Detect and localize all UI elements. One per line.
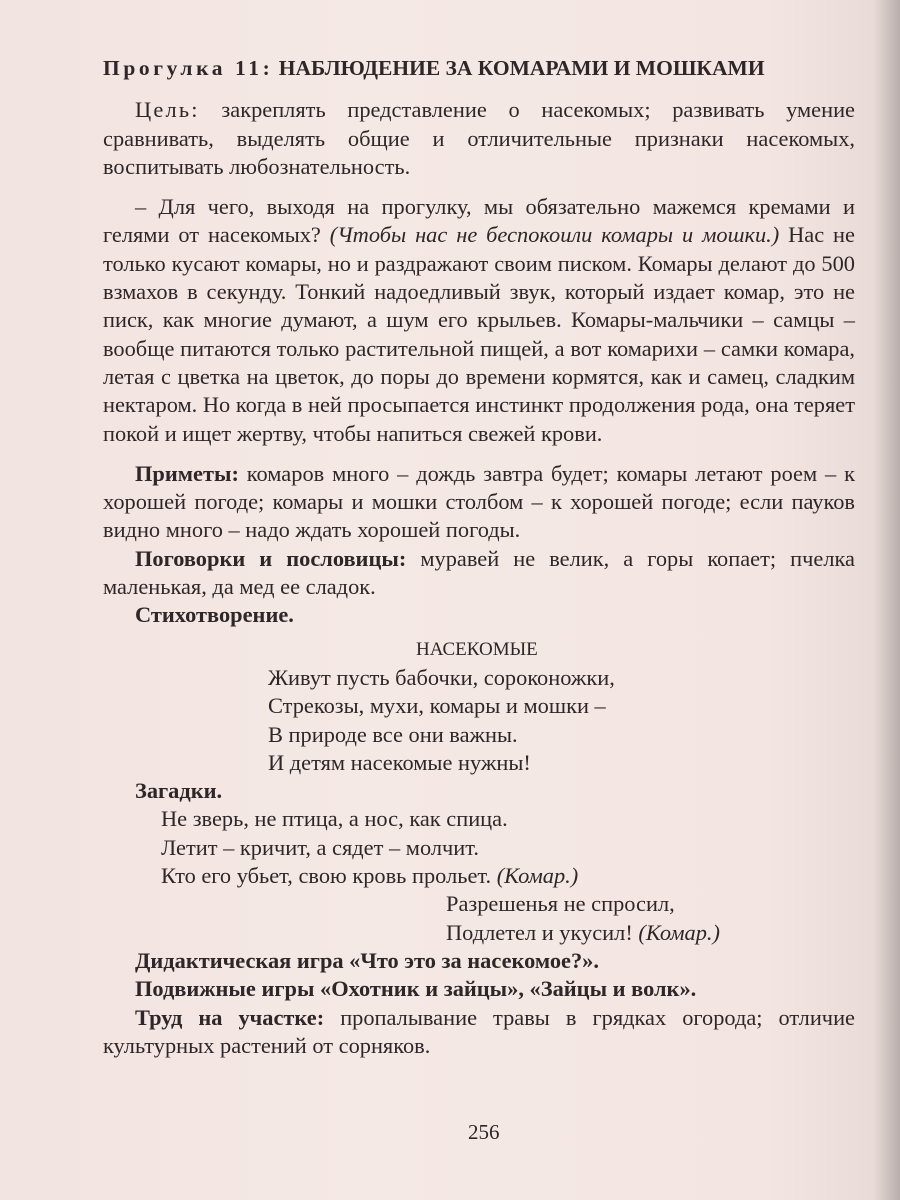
page-content	[103, 54, 855, 1060]
page-title	[103, 54, 855, 82]
proverbs-paragraph	[103, 545, 855, 602]
riddle-line: Разрешенья не спросил,	[446, 891, 675, 917]
poem-title: НАСЕКОМЫЕ	[416, 638, 538, 660]
poem-line: Живут пусть бабочки, сороконожки,	[268, 664, 615, 690]
riddles-label-line	[103, 777, 855, 805]
riddles-label: Загадки.	[135, 778, 223, 804]
poem-line: В природе все они важны.	[268, 721, 518, 747]
signs-paragraph	[103, 460, 855, 545]
goal-text: закреплять представление о насекомых; развивать умение сравнивать, выделять общие и отличительные признаки насекомых, воспитывать любознательность.	[103, 97, 855, 179]
riddle-text: Кто его убьет, свою кровь прольет.	[161, 863, 497, 889]
poem-line: Стрекозы, мухи, комары и мошки –	[268, 693, 606, 719]
intro-paragraph	[103, 193, 855, 448]
title-main: НАБЛЮДЕНИЕ ЗА КОМАРАМИ И МОШКАМИ	[273, 56, 765, 80]
riddle-text: Подлетел и укусил!	[446, 919, 639, 945]
riddle-line	[446, 919, 855, 947]
goal-label: Цель:	[135, 97, 200, 123]
poem-label-line	[103, 601, 855, 629]
proverbs-label: Поговорки и пословицы:	[135, 545, 407, 571]
didactic-game-text: Дидактическая игра «Что это за насекомое?».	[135, 947, 599, 973]
poem-line: И детям насекомые нужны!	[268, 749, 531, 775]
work-text: пропалывание травы в грядках огорода; отличие культурных растений от сорняков.	[103, 1004, 855, 1058]
riddle-answer: (Комар.)	[638, 919, 720, 945]
signs-text: комаров много – дождь завтра будет; комары летают роем – к хорошей погоде; комары и мошки столбом – к хорошей погоде; если пауков видно много – надо ждать хорошей погоды.	[103, 460, 855, 543]
work-label: Труд на участке:	[135, 1004, 325, 1030]
riddle-answer: (Комар.)	[496, 863, 579, 889]
outdoor-games	[103, 975, 855, 1003]
title-prefix: Прогулка 11:	[103, 56, 274, 80]
proverbs-text: муравей не велик, а горы копает; пчелка маленькая, да мед ее сладок.	[103, 545, 855, 600]
intro-question: – Для чего, выходя на прогулку, мы обязательно мажемся кремами и гелями от насекомых?	[103, 194, 855, 248]
outdoor-games-text: Подвижные игры «Охотник и зайцы», «Зайцы и волк».	[135, 976, 697, 1002]
page-number: 256	[468, 1120, 500, 1144]
signs-label: Приметы:	[135, 460, 239, 486]
intro-answer: (Чтобы нас не беспокоили комары и мошки.)	[329, 222, 780, 248]
didactic-game	[103, 947, 855, 975]
poem-label: Стихотворение.	[135, 602, 294, 628]
riddle-line	[161, 862, 855, 890]
goal-paragraph	[103, 96, 855, 181]
riddle-line: Летит – кричит, а сядет – молчит.	[161, 834, 479, 860]
work-paragraph	[103, 1004, 855, 1061]
riddle-line: Не зверь, не птица, а нос, как спица.	[161, 806, 508, 832]
intro-text: Нас не только кусают комары, но и раздражают своим писком. Комары делают до 500 взмахов в секунду. Тонкий надоедливый звук, который издает комар, это не писк, как многие думают, а шум его крыльев. Комары-мальчики – самцы – вообще питаются только растительной пищей, а вот комарихи – самки комара, летая с цветка на цветок, до поры до времени кормятся, как и самец, сладким нектаром. Но когда в ней просыпается инстинкт продолжения рода, она теряет покой и ищет жертву, чтобы напиться свежей крови.	[103, 222, 855, 446]
